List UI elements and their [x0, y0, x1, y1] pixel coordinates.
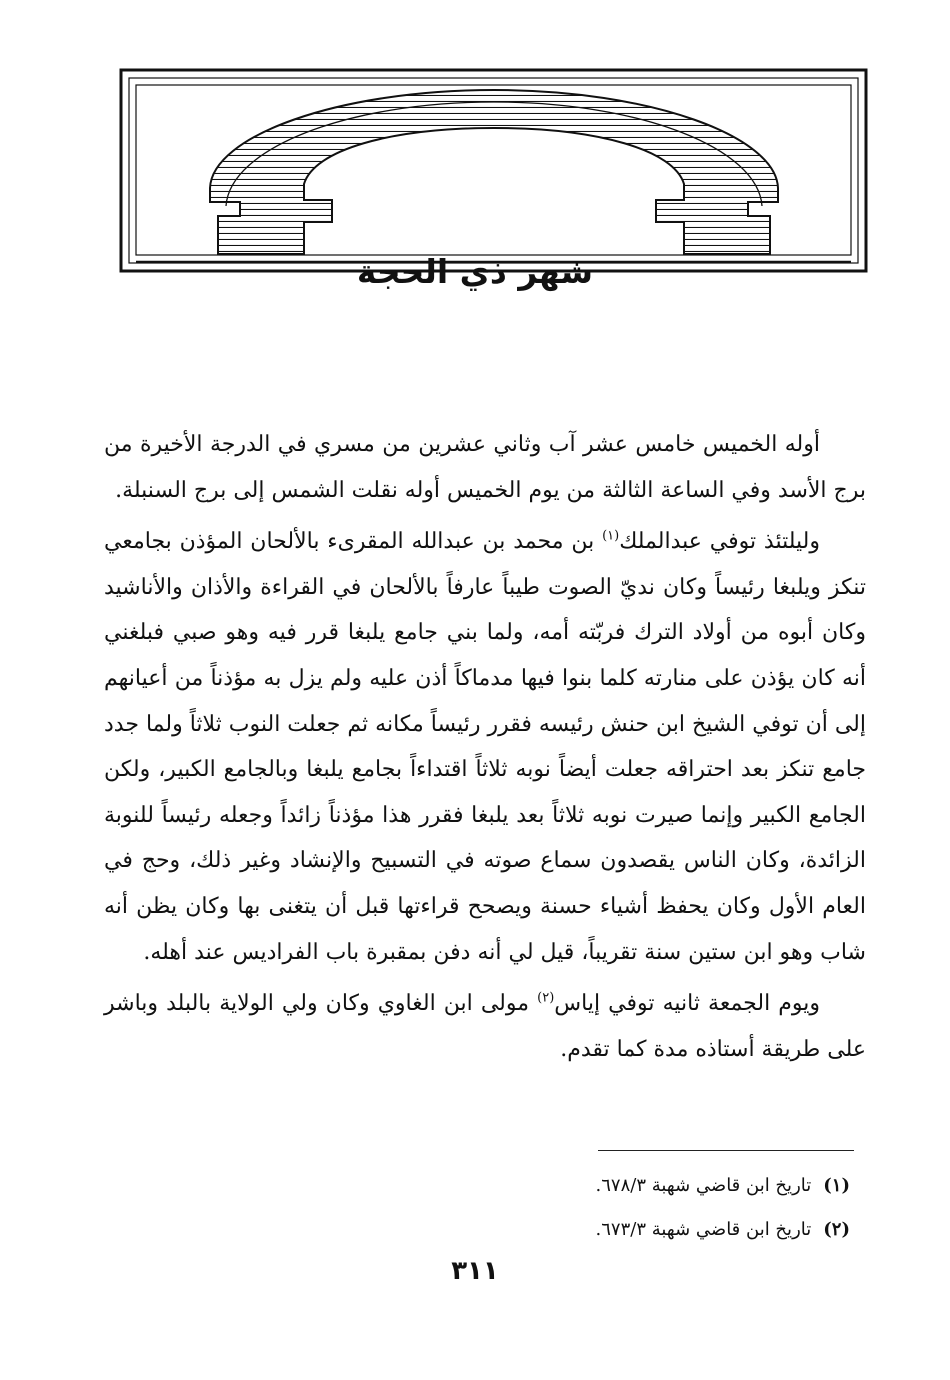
paragraph-text: وليلتئذ توفي عبدالملك	[619, 529, 820, 555]
footnote-ref[interactable]: (٢)	[537, 990, 555, 1006]
paragraph	[104, 519, 866, 975]
footnote-text: تاريخ ابن قاضي شهبة ٦٧٨/٣.	[595, 1175, 812, 1196]
paragraph: أوله الخميس خامس عشر آب وثاني عشرين من مسري في الدرجة الأخيرة من برج الأسد وفي الساعة الثالثة من يوم الخميس أوله نقلت الشمس إلى برج السنبلة.	[104, 432, 866, 503]
footnote-number: (٢)	[823, 1219, 850, 1240]
footnote-number: (١)	[823, 1175, 850, 1196]
paragraph-text: بن محمد بن عبدالله المقرىء بالألحان المؤذن بجامعي تنكز ويلبغا رئيساً وكان نديّ الصوت طيباً عارفاً بالألحان في القراءة والأذان والأناشيد وكان أبوه من أولاد الترك فربّته أمه، ولما بني جامع يلبغا قرر فيه وهو صبي فبلغني أنه كان يؤذن على منارته كلما بنوا فيها مدماكاً أذن عليه ولم يزل به مؤذناً من أعيانهم إلى أن توفي الشيخ ابن حنش رئيسه فقرر رئيساً مكانه ثم جعلت النوب ثلاثاً ولما جدد جامع تنكز بعد احتراقه جعلت أيضاً نوبه ثلاثاً اقتداءاً بجامع يلبغا وبالجامع الكبير، ولكن الجامع الكبير وإنما صيرت نوبه ثلاثاً بعد يلبغا فقرر هذا مؤذناً زائداً وجعله رئيساً للنوبة الزائدة، وكان الناس يقصدون سماع صوته في التسبيح والإنشاد وغير ذلك، وحج في العام الأول وكان يحفظ أشياء حسنة ويصحح قراءتها قبل أن يتغنى بها وكان يظن أنه شاب وهو ابن ستين سنة تقريباً، قيل لي أنه دفن بمقبرة باب الفراديس عند أهله.	[104, 529, 866, 965]
paragraph-text: مولى ابن الغاوي وكان ولي الولاية بالبلد وباشر على طريقة أستاذه مدة كما تقدم.	[104, 991, 866, 1062]
paragraph-text: ويوم الجمعة ثانيه توفي إياس	[554, 991, 820, 1017]
footnote	[350, 1208, 850, 1252]
page-number: ٣١١	[451, 1256, 499, 1286]
footnote-ref[interactable]: (١)	[602, 528, 620, 544]
footnotes	[350, 1164, 850, 1252]
footnote	[350, 1164, 850, 1208]
paragraph	[104, 981, 866, 1072]
header-ornament	[118, 66, 870, 276]
body-text	[104, 422, 866, 1072]
footnote-text: تاريخ ابن قاضي شهبة ٦٧٣/٣.	[595, 1219, 812, 1240]
chapter-title: شهر ذي الحجة	[356, 252, 594, 291]
footnote-divider	[598, 1150, 854, 1151]
